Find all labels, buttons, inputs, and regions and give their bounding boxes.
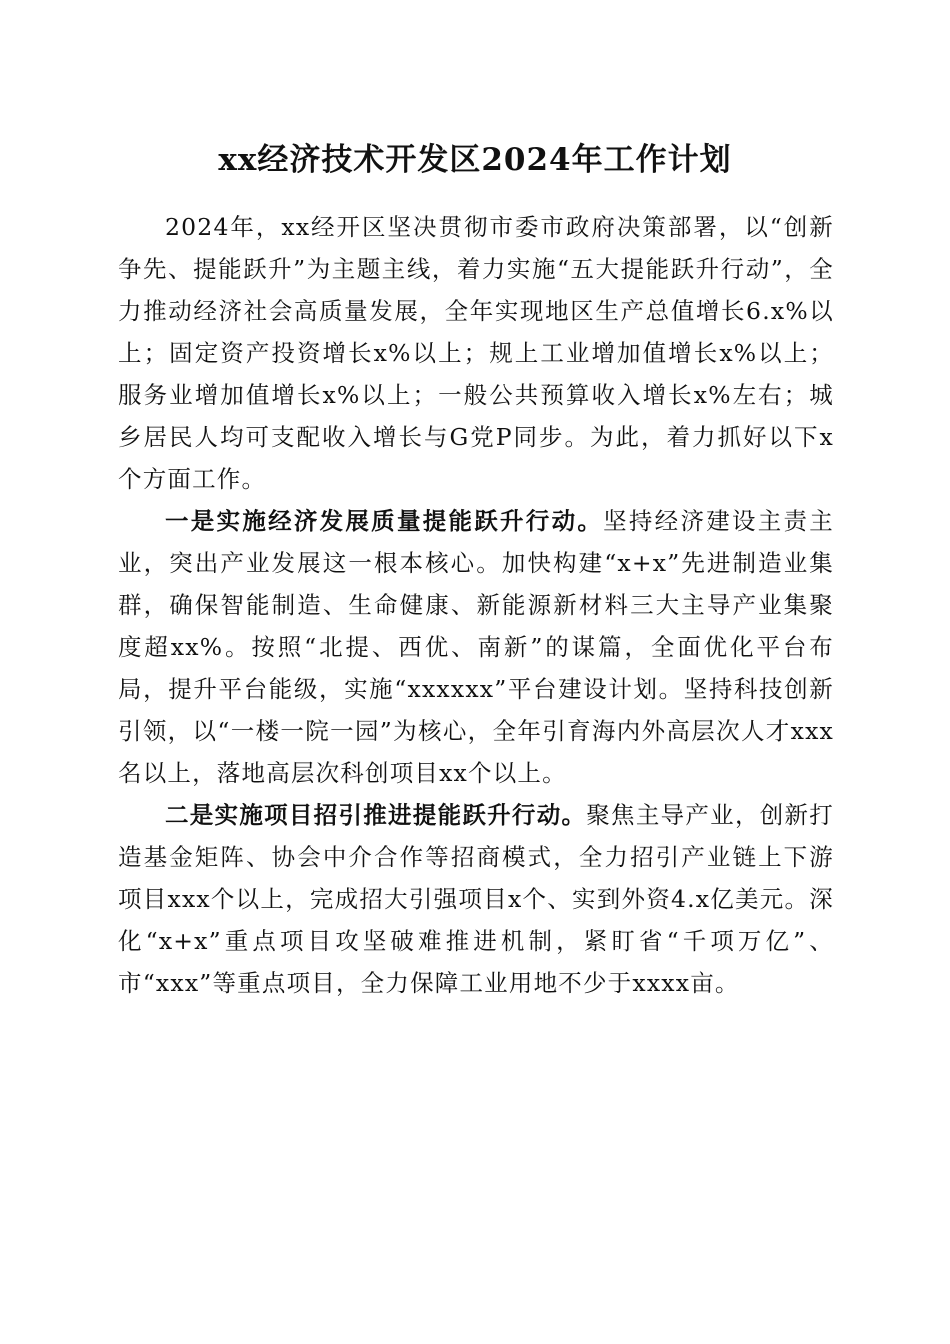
paragraph-action-1: [118, 500, 834, 794]
document-title: xx经济技术开发区2024年工作计划: [218, 142, 732, 178]
paragraph-text: 2024年，xx经开区坚决贯彻市委市政府决策部署，以“创新争先、提能跃升”为主题主线，着力实施“五大提能跃升行动”，全力推动经济社会高质量发展，全年实现地区生产总值增长6.x%以上；固定资产投资增长x%以上；规上工业增加值增长x%以上；服务业增加值增长x%以上；一般公共预算收入增长x%左右；城乡居民人均可支配收入增长与G党P同步。为此，着力抓好以下x个方面工作。: [118, 213, 834, 493]
paragraph-text: 聚焦主导产业，创新打造基金矩阵、协会中介合作等招商模式，全力招引产业链上下游项目xxx个以上，完成招大引强项目x个、实到外资4.x亿美元。深化“x+x”重点项目攻坚破难推进机制，紧盯省“千项万亿”、市“xxx”等重点项目，全力保障工业用地不少于xxxx亩。: [118, 801, 835, 997]
paragraph-text: 坚持经济建设主责主业，突出产业发展这一根本核心。加快构建“x+x”先进制造业集群，确保智能制造、生命健康、新能源新材料三大主导产业集聚度超xx%。按照“北提、西优、南新”的谋篇，全面优化平台布局，提升平台能级，实施“xxxxxx”平台建设计划。坚持科技创新引领，以“一楼一院一园”为核心，全年引育海内外高层次人才xxx名以上，落地高层次科创项目xx个以上。: [118, 507, 834, 787]
document-body: [118, 206, 834, 1004]
paragraph-action-2: [118, 794, 834, 1004]
paragraph-intro: [118, 206, 834, 500]
paragraph-lead: 一是实施经济发展质量提能跃升行动。: [165, 507, 604, 535]
paragraph-lead: 二是实施项目招引推进提能跃升行动。: [165, 801, 587, 829]
